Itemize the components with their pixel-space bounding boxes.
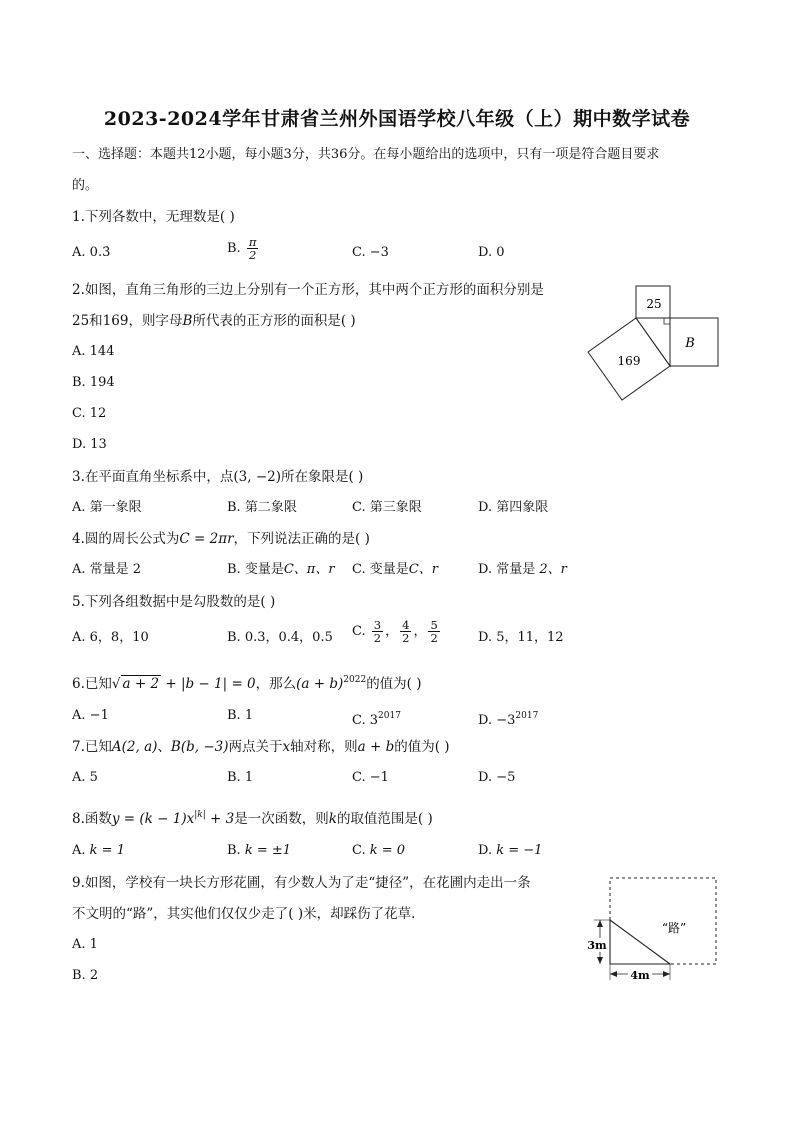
q5-option-c[interactable]: C. $\frac{3}{2}$ ， $\frac{4}{2}$ ， $\frac{5}{2}$ bbox=[352, 618, 438, 645]
q2-figure bbox=[580, 280, 730, 410]
q1-option-c[interactable] bbox=[352, 244, 389, 262]
q1-option-a[interactable] bbox=[72, 244, 110, 262]
q1-d-label: D. bbox=[478, 245, 493, 260]
q4-a-value: 2 bbox=[132, 562, 142, 577]
q8-option-c[interactable] bbox=[352, 842, 405, 860]
q5-option-a[interactable]: A. 6，8，10 bbox=[72, 630, 149, 645]
q9-label-road: “路” bbox=[661, 921, 687, 935]
q8-b-label: B. bbox=[227, 843, 241, 858]
q8-var: k bbox=[328, 811, 337, 827]
q5-c-f1-den: 2 bbox=[373, 631, 382, 645]
q1-c-value: −3 bbox=[369, 245, 389, 260]
q8-a-label: A. bbox=[72, 843, 86, 858]
q7-stem-c: 轴对称，则 bbox=[290, 739, 358, 755]
q5-c-label: C. bbox=[352, 624, 366, 639]
q7-option-c[interactable] bbox=[352, 769, 389, 787]
q6-a-value: −1 bbox=[89, 708, 109, 723]
q6-stem-c: 的值为( ) bbox=[366, 676, 422, 692]
q9-stem-line1: 9.如图，学校有一块长方形花圃，有少数人为了走“捷径”，在花圃内走出一条 bbox=[72, 875, 531, 891]
q7-option-b[interactable]: B. 1 bbox=[227, 770, 254, 785]
q1-b-denominator: 2 bbox=[248, 248, 257, 262]
q8-option-b[interactable] bbox=[227, 842, 291, 860]
q9-arrow-up bbox=[597, 920, 603, 927]
q9-label-4m: 4m bbox=[630, 969, 650, 982]
q7-sep: 、 bbox=[157, 739, 171, 755]
q7-stem-b: 两点关于 bbox=[228, 739, 283, 755]
q6-stem-a: 6.已知 bbox=[72, 676, 112, 692]
q4-b-text: B. 变量是 bbox=[227, 562, 284, 577]
q4-option-a[interactable] bbox=[72, 561, 141, 579]
q1-a-label: A. bbox=[72, 245, 86, 260]
q6-c-base: 3 bbox=[369, 713, 379, 728]
q3-option-a[interactable]: A. 第一象限 bbox=[72, 500, 142, 515]
q8-func-end: + 3 bbox=[205, 811, 235, 827]
q7-d-value: −5 bbox=[496, 770, 516, 785]
q2-stem-line1: 2.如图，直角三角形的三边上分别有一个正方形，其中两个正方形的面积分别是 bbox=[72, 282, 544, 298]
q6-expr: (a + b) bbox=[296, 676, 344, 692]
q1-option-b[interactable] bbox=[227, 236, 260, 261]
q4-stem-a: 4.圆的周长公式为 bbox=[72, 531, 180, 547]
q8-b-value: k = ±1 bbox=[244, 843, 292, 858]
q2-option-c[interactable]: C. 12 bbox=[72, 406, 107, 421]
q9-arrow-right bbox=[663, 971, 670, 977]
section-instructions-end: 的。 bbox=[72, 178, 99, 193]
q9-figure bbox=[580, 872, 730, 987]
q5-c-fraction-3 bbox=[428, 619, 439, 644]
q9-label-3m: 3m bbox=[587, 939, 607, 952]
q4-c-text: C. 变量是 bbox=[352, 562, 409, 577]
q9-option-b[interactable]: B. 2 bbox=[72, 968, 99, 983]
q7-point-b: B(b, −3) bbox=[170, 739, 229, 755]
q1-option-d[interactable] bbox=[478, 244, 505, 262]
q7-c-label: C. bbox=[352, 770, 366, 785]
q4-b-value: C、π、r bbox=[283, 562, 335, 577]
q7-c-value: −1 bbox=[369, 770, 389, 785]
q4-option-d[interactable] bbox=[478, 561, 567, 579]
q6-stem: 6.已知√ a + 2 + |b − 1| = 0，那么$(a + b)^{2022}$的值为( ) bbox=[72, 675, 422, 692]
q7-axis: x bbox=[282, 739, 291, 755]
q2-label-25: 25 bbox=[646, 297, 662, 311]
q5-c-fraction-2 bbox=[400, 619, 411, 644]
q8-c-value: k = 0 bbox=[369, 843, 406, 858]
q7-expr: a + b bbox=[357, 739, 395, 755]
q7-d-label: D. bbox=[478, 770, 493, 785]
q8-stem-c: 的取值范围是( ) bbox=[336, 811, 433, 827]
q7-stem-a: 7.已知 bbox=[72, 739, 112, 755]
q1-a-value: 0.3̇ bbox=[89, 245, 111, 260]
q2-option-b[interactable]: B. 194 bbox=[72, 375, 115, 390]
q1-d-value: 0 bbox=[496, 245, 505, 260]
q8-option-a[interactable] bbox=[72, 842, 125, 860]
q4-d-text: D. 常量是 bbox=[478, 562, 536, 577]
q1-c-label: C. bbox=[352, 245, 366, 260]
q2-stem-end: 所代表的正方形的面积是( ) bbox=[192, 313, 356, 329]
q3-option-d[interactable]: D. 第四象限 bbox=[478, 500, 549, 515]
q4-stem bbox=[72, 530, 370, 548]
page-title: 2023-2024学年甘肃省兰州外国语学校八年级（上）期中数学试卷 bbox=[103, 108, 691, 130]
q2-stem-text: 25和169，则字母 bbox=[72, 313, 183, 329]
q8-stem bbox=[72, 806, 433, 828]
q7-option-d[interactable] bbox=[478, 769, 515, 787]
q6-c-label: C. bbox=[352, 713, 366, 728]
q5-c-f3-num: 5 bbox=[430, 618, 438, 632]
q6-option-d[interactable] bbox=[478, 707, 538, 730]
q1-b-fraction bbox=[247, 236, 259, 261]
q9-arrow-down bbox=[597, 957, 603, 964]
q9-option-a[interactable]: A. 1 bbox=[72, 937, 98, 952]
q8-stem-b: 是一次函数，则 bbox=[234, 811, 329, 827]
q4-stem-b: ，下列说法正确的是( ) bbox=[233, 531, 370, 547]
q5-option-b[interactable]: B. 0.3，0.4，0.5 bbox=[227, 630, 333, 645]
q7-option-a[interactable]: A. 5 bbox=[72, 770, 98, 785]
q6-d-exp: 2017 bbox=[515, 711, 539, 721]
q5-c-fraction-1 bbox=[372, 619, 383, 644]
q2-label-b: B bbox=[685, 336, 695, 351]
q8-option-d[interactable] bbox=[478, 842, 542, 860]
q3-option-c[interactable]: C. 第三象限 bbox=[352, 500, 422, 515]
q3-option-b[interactable]: B. 第二象限 bbox=[227, 500, 297, 515]
q2-option-a[interactable]: A. 144 bbox=[72, 344, 115, 359]
q1-b-numerator: π bbox=[248, 235, 257, 249]
q6-sqrt-arg: a + 2 bbox=[122, 676, 160, 692]
q1-stem: 1.下列各数中，无理数是( ) bbox=[72, 209, 235, 225]
q2-stem-var: B bbox=[182, 313, 193, 329]
q6-d-base: −3 bbox=[496, 713, 516, 728]
q4-d-value: 2、r bbox=[539, 562, 567, 577]
q5-stem: 5.下列各组数据中是勾股数的是( ) bbox=[72, 594, 276, 610]
q7-stem bbox=[72, 738, 450, 756]
q4-c-value: C、r bbox=[408, 562, 438, 577]
q8-stem-a: 8.函数 bbox=[72, 811, 112, 827]
q6-exp: 2022 bbox=[343, 675, 367, 685]
q4-option-c[interactable] bbox=[352, 561, 438, 579]
q3-stem-b: 所在象限是( ) bbox=[281, 469, 364, 485]
q8-d-label: D. bbox=[478, 843, 493, 858]
q2-stem-line2 bbox=[72, 312, 356, 330]
q6-option-b[interactable]: B. 1 bbox=[227, 708, 254, 723]
q8-func: y = (k − 1)x bbox=[111, 811, 195, 827]
q2-right-angle-mark bbox=[664, 318, 670, 324]
q6-stem-b: ，那么 bbox=[255, 676, 297, 692]
q8-d-value: k = −1 bbox=[496, 843, 543, 858]
q4-formula: C = 2πr bbox=[179, 531, 234, 547]
q6-option-a[interactable] bbox=[72, 707, 109, 725]
q1-b-label: B. bbox=[227, 241, 241, 256]
q2-option-d[interactable]: D. 13 bbox=[72, 437, 107, 452]
q9-arrow-left bbox=[610, 971, 617, 977]
q3-point: (3, −2) bbox=[233, 469, 281, 485]
q9-stem-line2: 不文明的“路”，其实他们仅仅少走了( )米，却踩伤了花草. bbox=[72, 906, 416, 922]
q2-label-169: 169 bbox=[617, 354, 641, 368]
q5-c-f2-den: 2 bbox=[402, 631, 410, 645]
q5-c-f2-num: 4 bbox=[402, 618, 410, 632]
q8-c-label: C. bbox=[352, 843, 366, 858]
q5-option-d[interactable]: D. 5，11，12 bbox=[478, 630, 564, 645]
q6-mid: + |b − 1| = 0 bbox=[161, 676, 256, 692]
q8-a-value: k = 1 bbox=[89, 843, 125, 858]
q3-stem-a: 3.在平面直角坐标系中，点 bbox=[72, 469, 234, 485]
section-instructions: 一、选择题：本题共12小题，每小题3分，共36分。在每小题给出的选项中，只有一项是符合题目要求 bbox=[72, 147, 660, 162]
q6-c-exp: 2017 bbox=[378, 711, 401, 721]
q8-exp: |k| bbox=[194, 810, 206, 820]
q5-c-f1-num: 3 bbox=[373, 618, 382, 632]
q3-stem bbox=[72, 468, 363, 486]
q4-option-b[interactable] bbox=[227, 561, 335, 579]
q6-a-label: A. bbox=[72, 708, 86, 723]
q6-d-label: D. bbox=[478, 713, 493, 728]
q5-c-f3-den: 2 bbox=[430, 631, 438, 645]
q7-stem-d: 的值为( ) bbox=[394, 739, 450, 755]
q7-point-a: A(2, a) bbox=[111, 739, 158, 755]
q6-option-c[interactable] bbox=[352, 707, 401, 730]
q4-a-text: A. 常量是 bbox=[72, 562, 129, 577]
